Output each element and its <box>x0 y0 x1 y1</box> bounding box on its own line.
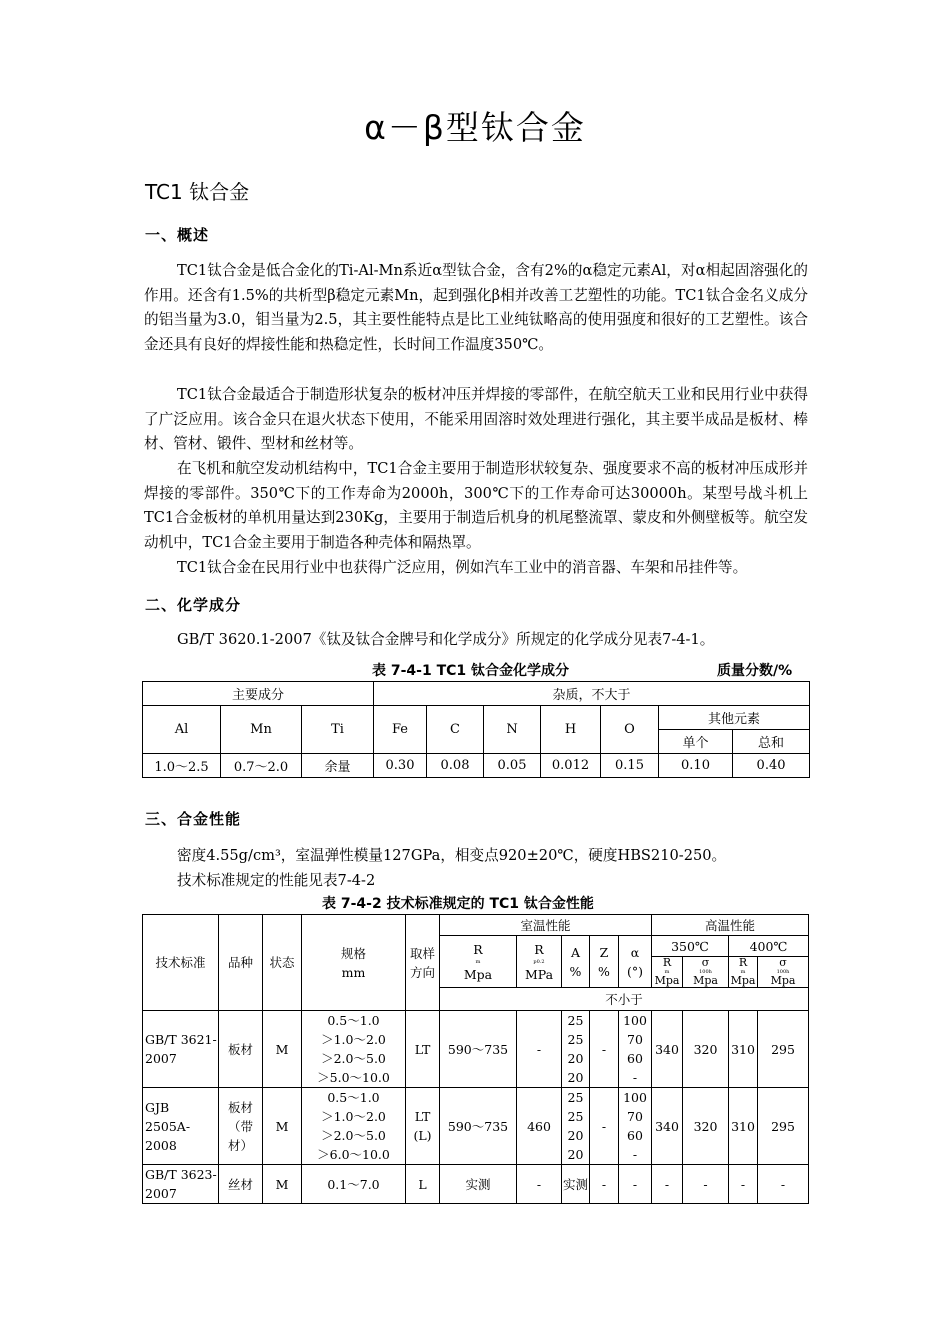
table2-header: 100h <box>776 969 790 975</box>
table1-cell: 0.15 <box>601 754 659 778</box>
table2-header: R <box>738 956 748 969</box>
table2-caption: 表 7-4-2 技术标准规定的 TC1 钛合金性能 <box>322 896 594 912</box>
table2-cell: 320 <box>683 1088 729 1165</box>
table2-header: 350℃ <box>652 936 729 957</box>
table1-col-header: N <box>484 706 541 754</box>
table2-header: σ <box>779 956 787 969</box>
table2-cell: 295 <box>758 1011 809 1088</box>
table2-header: 规格 <box>340 945 366 961</box>
table2-header-rm350 <box>652 957 683 988</box>
table2-header: (°) <box>626 963 643 979</box>
table1-cell: 0.40 <box>733 754 810 778</box>
chemistry-intro: GB/T 3620.1-2007《钛及钛合金牌号和化学成分》所规定的化学成分见表7-4-1。 <box>177 631 715 648</box>
table1-other-header: 其他元素 <box>659 706 810 730</box>
table2-cell-standard: GB/T 3621-2007 <box>143 1011 219 1088</box>
table2-header-a <box>562 936 590 988</box>
table2-cell: - <box>619 1165 652 1204</box>
table2-cell: 460 <box>517 1088 562 1165</box>
table2-header: A <box>570 944 581 960</box>
table1-other-single: 单个 <box>659 730 733 754</box>
table2-header: R <box>534 941 544 957</box>
table1-col-header: H <box>541 706 601 754</box>
table2-cell-standard: GJB 2505A-2008 <box>143 1088 219 1165</box>
table2-header: m <box>740 969 746 975</box>
table2-header: Mpa <box>693 974 718 987</box>
table2-cell: 340 <box>652 1011 683 1088</box>
table2-header: R <box>662 956 672 969</box>
overview-paragraph: TC1钛合金在民用行业中也获得广泛应用，例如汽车工业中的消音器、车架和吊挂件等。 <box>177 559 748 576</box>
table2-header-s350 <box>683 957 729 988</box>
table2-cell: 340 <box>652 1088 683 1165</box>
table2-cell: - <box>652 1165 683 1204</box>
table2-header-rm400 <box>729 957 758 988</box>
table-row <box>143 754 810 778</box>
table1-unit: 质量分数/% <box>717 663 793 679</box>
table-row <box>143 1011 809 1088</box>
table2-cell: 0.5～1.0 ＞1.0～2.0 ＞2.0～5.0 ＞6.0～10.0 <box>302 1088 406 1165</box>
table2-header-rm <box>440 936 517 988</box>
properties-line: 密度4.55g/cm³，室温弹性模量127GPa，相变点920±20℃，硬度HBS210-250。 <box>177 847 727 864</box>
table1-main-header: 主要成分 <box>143 682 374 706</box>
table2-header: 400℃ <box>729 936 809 957</box>
document-title: α－β型钛合金 <box>364 108 586 147</box>
heading-properties: 三、合金性能 <box>145 810 242 828</box>
table2-cell: 590～735 <box>440 1088 517 1165</box>
table2-header: % <box>569 963 582 979</box>
table2-cell: 丝材 <box>219 1165 263 1204</box>
table2-cell-standard: GB/T 3623-2007 <box>143 1165 219 1204</box>
table1-col-header: C <box>427 706 484 754</box>
properties-table <box>142 914 809 1204</box>
table2-cell: 0.5～1.0 ＞1.0～2.0 ＞2.0～5.0 ＞5.0～10.0 <box>302 1011 406 1088</box>
table2-cell: 310 <box>729 1088 758 1165</box>
table2-header: 状态 <box>263 915 302 1011</box>
table2-cell: 实测 <box>440 1165 517 1204</box>
table2-cell: 25 25 20 20 <box>562 1011 590 1088</box>
table2-cell: 100 70 60 - <box>619 1011 652 1088</box>
overview-paragraph: 在飞机和航空发动机结构中，TC1合金主要用于制造形状较复杂、强度要求不高的板材冲压成形并焊接的零部件。350℃下的工作寿命为2000h，300℃下的工作寿命可达30000h。某型号战斗机上TC1合金板材的单机用量达到230Kg，主要用于制造后机身的机尾整流罩、蒙皮和外侧壁板等。航空发动机中，TC1合金主要用于制造各种壳体和隔热罩。 <box>144 460 808 551</box>
table2-cell: 板材 （带材） <box>219 1088 263 1165</box>
table2-header: % <box>598 963 610 979</box>
table2-header: σ <box>701 956 710 969</box>
table2-header: p0.2 <box>533 958 545 965</box>
heading-overview: 一、概述 <box>145 226 210 244</box>
table1-col-header: Fe <box>374 706 427 754</box>
overview-paragraph: TC1钛合金最适合于制造形状复杂的板材冲压并焊接的零部件，在航空航天工业和民用行业中获得了广泛应用。该合金只在退火状态下使用，不能采用固溶时效处理进行强化，其主要半成品是板材、棒材、管材、锻件、型材和丝材等。 <box>144 386 808 453</box>
table1-cell: 0.012 <box>541 754 601 778</box>
table1-cell: 0.7～2.0 <box>221 754 302 778</box>
table1-caption: 表 7-4-1 TC1 钛合金化学成分 <box>372 663 570 679</box>
table2-header-z <box>590 936 619 988</box>
table2-cell: - <box>517 1011 562 1088</box>
table2-cell: - <box>683 1165 729 1204</box>
table2-header: 室温性能 <box>440 915 652 936</box>
table2-cell: 实测 <box>562 1165 590 1204</box>
table2-cell: 0.1～7.0 <box>302 1165 406 1204</box>
table1-cell: 0.05 <box>484 754 541 778</box>
table2-cell: M <box>263 1088 302 1165</box>
table2-header: m <box>664 969 670 975</box>
table1-cell: 1.0～2.5 <box>143 754 221 778</box>
table2-cell: 320 <box>683 1011 729 1088</box>
table2-cell: 295 <box>758 1088 809 1165</box>
table-row <box>143 1088 809 1165</box>
table2-cell: - <box>590 1011 619 1088</box>
table2-header-alpha <box>619 936 652 988</box>
table2-header: Mpa <box>770 974 796 987</box>
table2-header: Mpa <box>730 974 756 987</box>
table2-header: m <box>475 958 481 965</box>
table2-header-rp <box>517 936 562 988</box>
table1-col-header: Ti <box>302 706 374 754</box>
table2-header: 品种 <box>219 915 263 1011</box>
table-row <box>143 1165 809 1204</box>
table2-cell: - <box>590 1088 619 1165</box>
table2-cell: - <box>758 1165 809 1204</box>
properties-line: 技术标准规定的性能见表7-4-2 <box>177 872 376 889</box>
table2-header: Z <box>599 944 609 960</box>
table2-header: mm <box>341 964 366 980</box>
table2-cell: 25 25 20 20 <box>562 1088 590 1165</box>
table2-cell: - <box>517 1165 562 1204</box>
table2-header: Mpa <box>654 974 680 987</box>
table2-cell: LT (L) <box>406 1088 440 1165</box>
table2-header-s400 <box>758 957 809 988</box>
chemical-composition-table <box>142 681 810 778</box>
table2-cell: M <box>263 1011 302 1088</box>
section-title: TC1 钛合金 <box>145 180 250 204</box>
table1-cell: 0.30 <box>374 754 427 778</box>
table2-header: 取样方向 <box>406 915 440 1011</box>
table2-header: MPa <box>524 966 554 982</box>
table2-cell: 590～735 <box>440 1011 517 1088</box>
table2-cell: - <box>729 1165 758 1204</box>
table2-cell: 310 <box>729 1011 758 1088</box>
table1-cell: 0.08 <box>427 754 484 778</box>
table2-header-spec <box>302 915 406 1011</box>
table1-impurity-header: 杂质，不大于 <box>374 682 810 706</box>
table2-header: Mpa <box>463 966 493 982</box>
table2-header: R <box>473 941 483 957</box>
table2-header: 高温性能 <box>652 915 809 936</box>
table2-min-label: 不小于 <box>440 988 809 1011</box>
table2-cell: M <box>263 1165 302 1204</box>
overview-paragraph: TC1钛合金是低合金化的Ti-Al-Mn系近α型钛合金，含有2%的α稳定元素Al，对α相起固溶强化的作用。还含有1.5%的共析型β稳定元素Mn，起到强化β相并改善工艺塑性的功能。TC1钛合金名义成分的铝当量为3.0，钼当量为2.5，其主要性能特点是比工业纯钛略高的使用强度和很好的工艺塑性。该合金还具有良好的焊接性能和热稳定性，长时间工作温度350℃。 <box>144 262 808 353</box>
table2-header: α <box>630 944 640 960</box>
table1-col-header: Mn <box>221 706 302 754</box>
table1-col-header: O <box>601 706 659 754</box>
table2-cell: LT <box>406 1011 440 1088</box>
table2-cell: 板材 <box>219 1011 263 1088</box>
table2-cell: 100 70 60 - <box>619 1088 652 1165</box>
table1-other-total: 总和 <box>733 730 810 754</box>
table1-cell: 0.10 <box>659 754 733 778</box>
table1-cell: 余量 <box>302 754 374 778</box>
table2-cell: - <box>590 1165 619 1204</box>
table2-header: 100h <box>699 969 712 975</box>
heading-chemistry: 二、化学成分 <box>145 596 242 614</box>
table2-header: 技术标准 <box>143 915 219 1011</box>
table2-cell: L <box>406 1165 440 1204</box>
table1-col-header: Al <box>143 706 221 754</box>
